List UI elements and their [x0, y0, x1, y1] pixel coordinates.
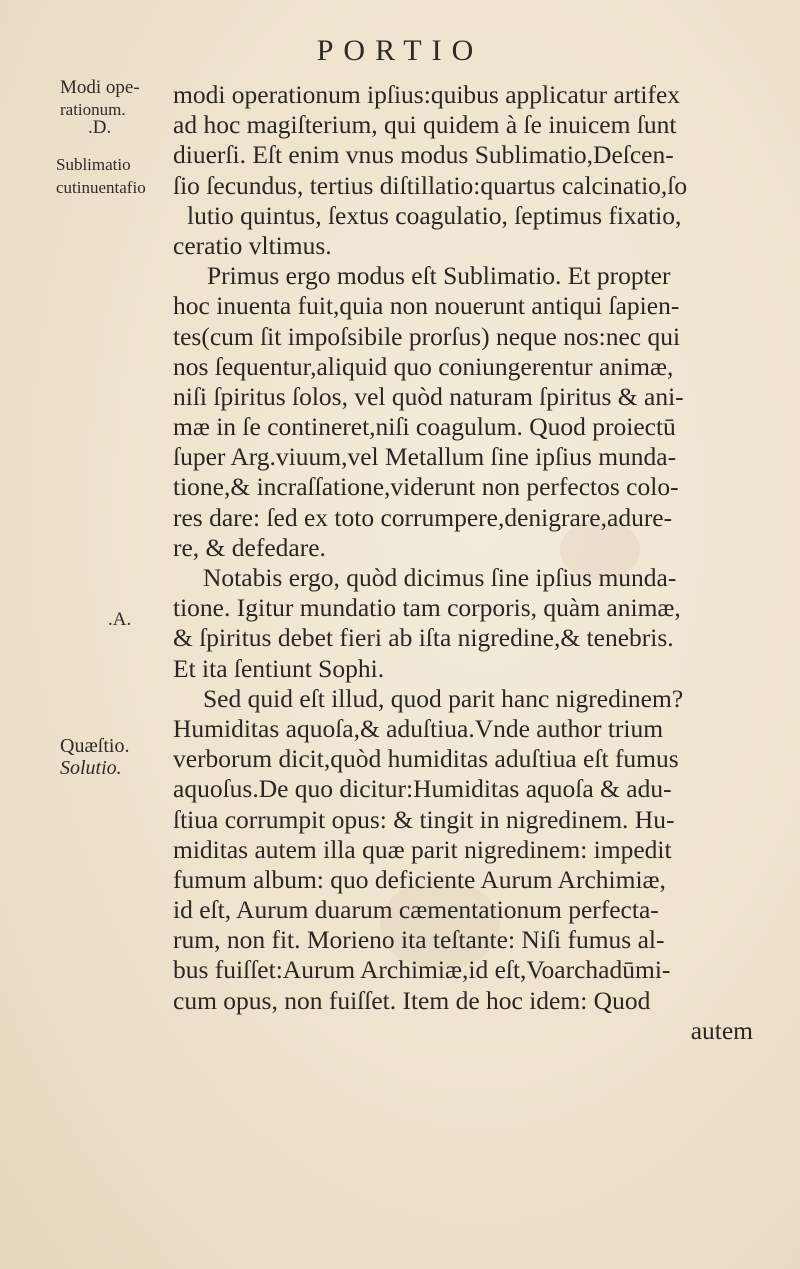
- text-line: miditas autem illa quæ parit nigredinem: impedit: [173, 834, 672, 864]
- margin-note: .D.: [88, 117, 112, 138]
- text-line: bus fuiſſet:Aurum Archimiæ,id eſt,Voarchadūmi-: [173, 955, 671, 985]
- text-line: tione. Igitur mundatio tam corporis, quàm animæ,: [173, 593, 681, 623]
- body-text: [173, 80, 773, 1046]
- text-line: hoc inuenta fuit,quia non nouerunt antiqui ſapien-: [173, 291, 680, 321]
- text-line: ceratio vltimus.: [173, 230, 332, 260]
- text-line: Sed quid eſt illud, quod parit hanc nigredinem?: [203, 683, 684, 713]
- text-line: lutio quintus, ſextus coagulatio, ſeptimus fixatio,: [187, 200, 682, 230]
- text-line: Et ita ſentiunt Sophi.: [173, 653, 385, 683]
- text-line: aquoſus.De quo dicitur:Humiditas aquoſa & adu-: [173, 774, 672, 804]
- text-line: ſtiua corrumpit opus: & tingit in nigredinem. Hu-: [173, 804, 675, 834]
- text-line: fumum album: quo deficiente Aurum Archimiæ,: [173, 864, 666, 894]
- margin-note: .A.: [108, 609, 132, 630]
- margin-note: Quæſtio.: [60, 735, 130, 757]
- text-line: mæ in ſe contineret,niſi coagulum. Quod proiectū: [173, 412, 676, 442]
- text-line: rum, non fit. Morieno ita teſtante: Niſi fumus al-: [173, 925, 665, 955]
- margin-note: Solutio.: [60, 757, 122, 779]
- text-line: modi operationum ipſius:quibus applicatur artifex: [173, 80, 681, 109]
- text-line: & ſpiritus debet fieri ab iſta nigredine,& tenebris.: [173, 623, 674, 653]
- catchword: autem: [690, 1015, 753, 1045]
- text-line: ad hoc magiſterium, qui quidem à ſe inuicem ſunt: [173, 110, 677, 140]
- text-line: re, & defedare.: [173, 532, 326, 562]
- running-header: PORTIO: [316, 34, 484, 67]
- margin-note: cutinuentafio: [56, 178, 146, 197]
- margin-note: rationum.: [60, 100, 126, 119]
- text-line: res dare: ſed ex toto corrumpere,denigrare,adure-: [173, 502, 673, 532]
- text-line: niſi ſpiritus ſolos, vel quòd naturam ſpiritus & ani-: [173, 381, 684, 411]
- text-line: diuerſi. Eſt enim vnus modus Sublimatio,Deſcen-: [173, 140, 674, 170]
- margin-note: Sublimatio: [56, 155, 131, 174]
- margin-note: Modi ope-: [60, 77, 140, 98]
- text-line: ſuper Arg.viuum,vel Metallum ſine ipſius munda-: [173, 442, 677, 472]
- text-line: verborum dicit,quòd humiditas aduſtiua eſt fumus: [173, 744, 679, 774]
- text-line: nos ſequentur,aliquid quo coniungerentur animæ,: [173, 351, 674, 381]
- text-line: id eſt, Aurum duarum cæmentationum perfecta-: [173, 895, 659, 925]
- text-line: Primus ergo modus eſt Sublimatio. Et propter: [207, 261, 671, 291]
- text-line: Humiditas aquoſa,& aduſtiua.Vnde author trium: [173, 713, 664, 743]
- text-line: Notabis ergo, quòd dicimus ſine ipſius munda-: [203, 563, 677, 592]
- text-line: ſio ſecundus, tertius diſtillatio:quartus calcinatio,ſo: [173, 170, 688, 200]
- text-line: tione,& incraſſatione,viderunt non perfectos colo-: [173, 472, 679, 502]
- text-line: tes(cum ſit impoſsibile prorſus) neque nos:nec qui: [173, 321, 681, 351]
- text-line: cum opus, non fuiſſet. Item de hoc idem: Quod: [173, 985, 651, 1015]
